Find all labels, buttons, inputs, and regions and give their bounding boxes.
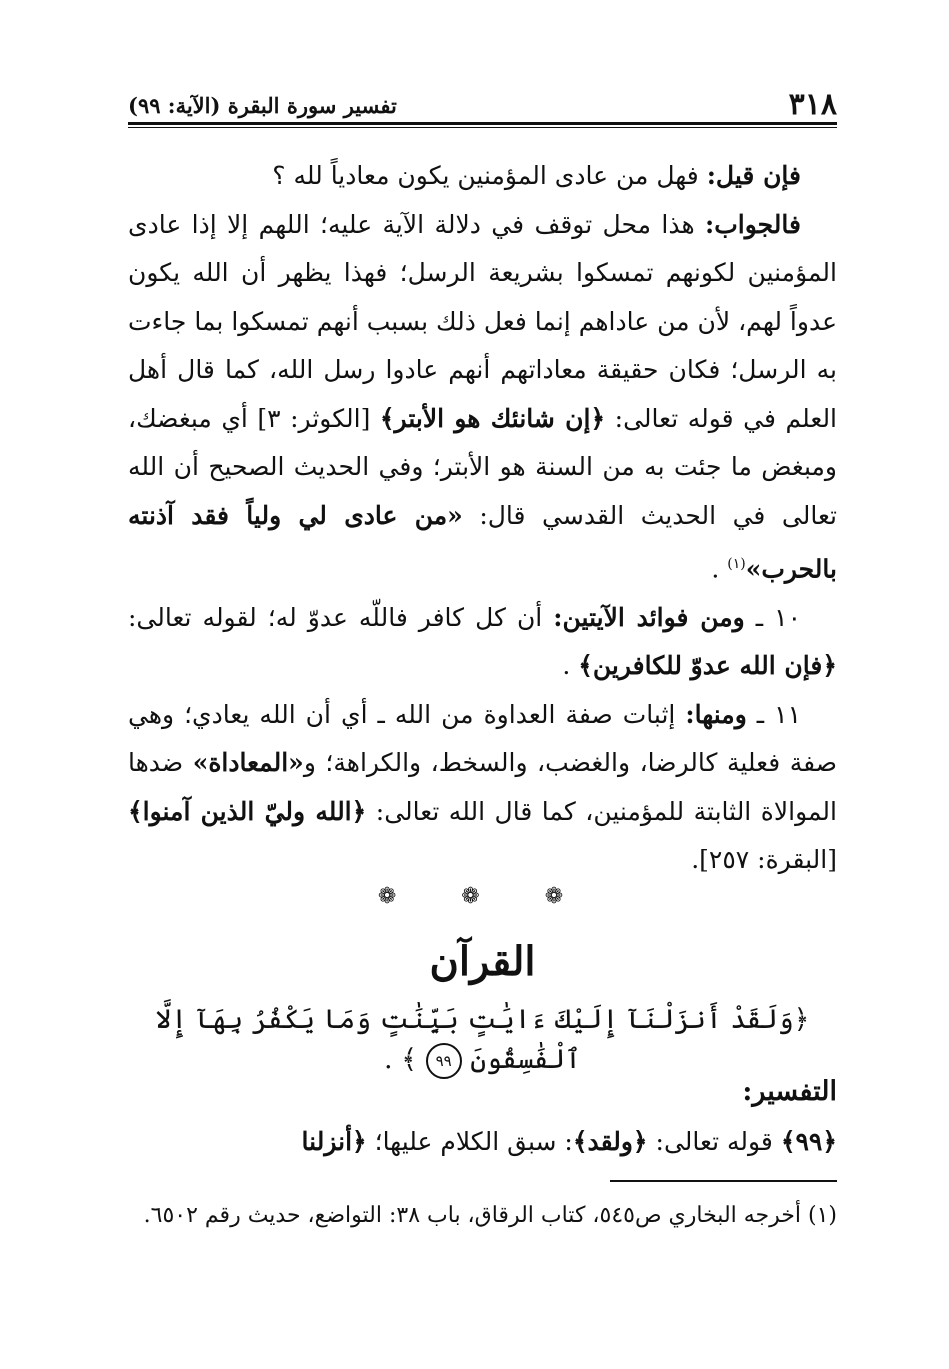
tafsir-text-1: قوله تعالى: xyxy=(647,1127,781,1156)
answer-end: . xyxy=(711,554,728,584)
footnote-rule xyxy=(610,1180,837,1182)
answer-text-2: [الكوثر: ٣] أي مبغضك، ومبغض ما جئت به من السنة هو الأبتر؛ وفي الحديث الصحيح أن الله تعالى في الحديث القدسي قال: xyxy=(128,403,837,530)
answer-label: فالجواب: xyxy=(705,209,801,239)
paragraph-question xyxy=(128,152,837,201)
benefit-11-label: ومنها: xyxy=(685,699,747,729)
paragraph-answer xyxy=(128,201,837,594)
page-header xyxy=(128,80,837,120)
paragraph-benefit-11 xyxy=(128,691,837,885)
question-text: فهل من عادى المؤمنين يكون معادياً لله ؟ xyxy=(272,161,707,190)
paragraph-benefit-10 xyxy=(128,594,837,691)
benefit-10-text: أن كل كافر فاللّه عدوّ له؛ لقوله تعالى: xyxy=(128,602,554,632)
verse-kawthar: ﴿إن شانئك هو الأبتر﴾ xyxy=(379,403,606,433)
ayah-number-marker: ٩٩ xyxy=(426,1043,462,1079)
answer-text-1: هذا محل توقف في دلالة الآية عليه؛ اللهم إلا إذا عادى المؤمنين لكونهم تمسكوا بشريعة الرسل؛ فهذا يظهر أن الله يكون عدواً لهم، لأن من عاداهم إنما فعل ذلك بسبب أنهم تمسكوا بما جاءت به الرسل؛ فكان حقيقة معاداتهم أنهم عادوا رسل الله، كما قال أهل العلم في قوله تعالى: xyxy=(128,209,838,433)
benefit-11-number: ١١ ـ xyxy=(746,699,802,729)
running-head: تفسير سورة البقرة (الآية: ٩٩) xyxy=(128,93,397,118)
term-muadah: «المعاداة» xyxy=(192,748,304,778)
verse-wali: ﴿الله وليّ الذين آمنوا﴾ xyxy=(128,796,367,826)
tafsir-text xyxy=(128,1122,837,1162)
benefit-11-text-2: ضدها الموالاة الثابتة للمؤمنين، كما قال الله تعالى: xyxy=(128,748,837,826)
section-title: القرآن xyxy=(429,938,536,985)
benefit-10-number: ١٠ ـ xyxy=(744,602,801,632)
question-label: فإن قيل: xyxy=(706,161,801,190)
tafsir-ayah-number: ﴿٩٩﴾ xyxy=(780,1127,837,1156)
quran-verse-close: ﴾ . xyxy=(384,1044,418,1075)
header-rule-thick xyxy=(128,122,837,125)
quran-verse xyxy=(128,1000,837,1080)
tafsir-text-2: : سبق الكلام عليها؛ xyxy=(366,1127,573,1156)
verse-kafirin: ﴿فإن الله عدوّ للكافرين﴾ xyxy=(578,651,837,681)
benefit-11-text-1: إثبات صفة العداوة من الله ـ أي أن الله يعادي؛ وهي صفة فعلية كالرضا، والغضب، والسخط، والكراهة؛ و xyxy=(128,699,837,778)
body-text xyxy=(128,152,837,885)
tafsir-word-walaqad: ﴿ولقد﴾ xyxy=(572,1127,648,1156)
footnote-ref: (١) xyxy=(727,556,746,572)
benefit-11-text-3: [البقرة: ٢٥٧]. xyxy=(691,845,837,875)
footnote: (١) أخرجه البخاري ص٥٤٥، كتاب الرقاق، باب ٣٨: التواضع، حديث رقم ٦٥٠٢. xyxy=(143,1203,837,1228)
page-number: ٣١٨ xyxy=(788,87,837,122)
quran-verse-text: ﴿وَلَقَدْ أَنزَلْنَآ إِلَيْكَ ءَايَٰتٍ بَيِّنَٰتٍ وَمَا يَكْفُرُ بِهَآ إِلَّا ٱلْفَٰسِقُونَ xyxy=(155,1004,810,1075)
tafsir-heading: التفسير: xyxy=(742,1076,837,1107)
hadith-quote: «من عادى لي ولياً فقد آذنته بالحرب» xyxy=(128,500,837,584)
benefit-10-end: . xyxy=(562,651,579,681)
benefit-10-label: ومن فوائد الآيتين: xyxy=(553,602,745,632)
header-rule-thin xyxy=(128,127,837,128)
tafsir-word-anzalna: ﴿أنزلنا xyxy=(301,1127,367,1156)
section-separator: ❁ ❁ ❁ xyxy=(377,884,588,909)
